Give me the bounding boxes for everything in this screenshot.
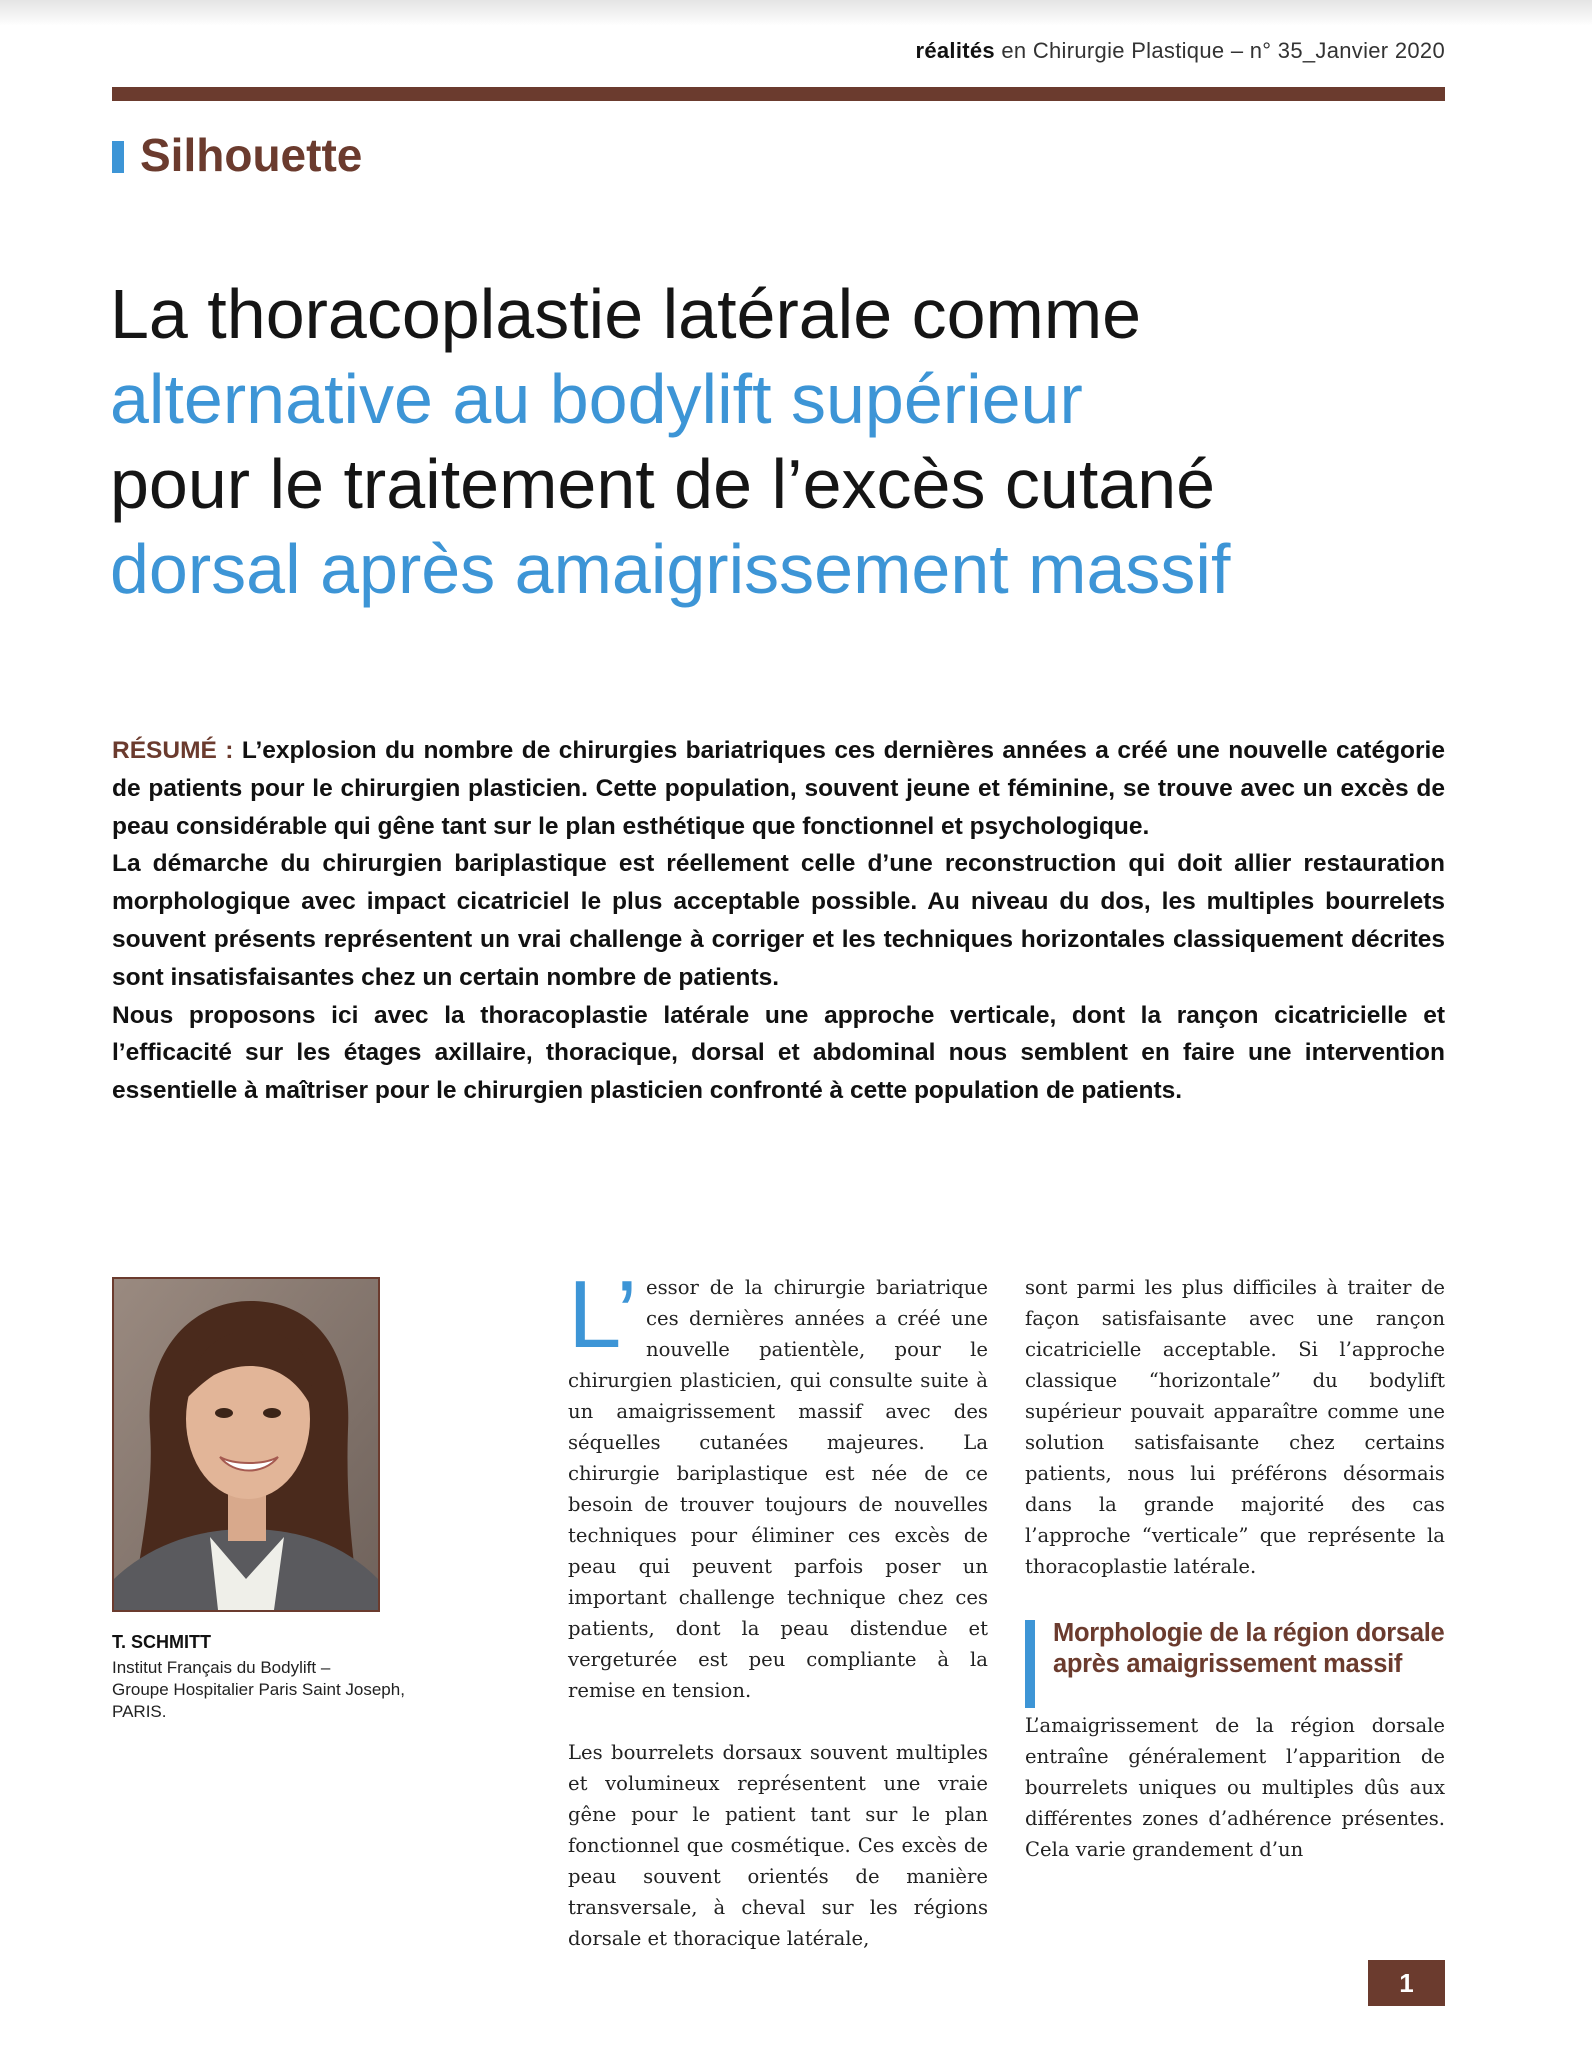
body-paragraph-1: essor de la chirurgie bariatrique ces dernières années a créé une nouvelle patientèle, pour le chirurgien plasticien, qui consulte suite à un amaigrissement massif avec des séquelles cutanées majeures. La chirurgie bariplastique est née de ce besoin de trouver toujours de nouvelles techniques pour éliminer ces excès de peau qui peuvent parfois poser un important challenge technique chez ces patients, dont la peau distendue et vergeturée est peu compliante à la remise en tension. (568, 1276, 988, 1702)
body-paragraph-4: L’amaigrissement de la région dorsale entraîne généralement l’apparition de bourrelets uniques ou multiples dûs aux différentes zones d’adhérence présentes. Cela varie grandement d’un (1025, 1714, 1445, 1861)
title-line-4: dorsal après amaigrissement massif (110, 530, 1231, 608)
affiliation-line-1: Institut Français du Bodylift – (112, 1658, 331, 1677)
section-marker (112, 141, 124, 173)
journal-name: réalités (915, 38, 995, 63)
top-shadow (0, 0, 1592, 26)
body-paragraph-2: Les bourrelets dorsaux souvent multiples et volumineux représentent une vraie gêne pour le patient tant sur le plan fonctionnel que cosmétique. Ces excès de peau souvent orientés de manière transversale, à cheval sur les régions dorsale et thoracique latérale, (568, 1741, 988, 1950)
article-title (110, 272, 1450, 612)
title-line-3: pour le traitement de l’excès cutané (110, 445, 1216, 523)
drop-cap: L’ (568, 1261, 638, 1368)
title-line-2: alternative au bodylift supérieur (110, 360, 1083, 438)
section-label: Silhouette (140, 129, 363, 181)
body-column-1 (568, 1261, 988, 1954)
affiliation-line-2: Groupe Hospitalier Paris Saint Joseph, (112, 1680, 405, 1699)
subheading-text: Morphologie de la région dorsale après amaigrissement massif (1053, 1619, 1445, 1678)
header-rule (112, 87, 1445, 101)
page-number: 1 (1368, 1960, 1445, 2006)
body-paragraph-3: sont parmi les plus difficiles à traiter de façon satisfaisante avec une rançon cicatricielle acceptable. Si l’approche classique “horizontale” du bodylift supérieur pouvait apparaître comme une solution satisfaisante chez certains patients, nous lui préférons désormais dans la grande majorité des cas l’approche “verticale” que représente la thoracoplastie latérale. (1025, 1276, 1445, 1578)
subheading-marker (1025, 1620, 1035, 1708)
author-name: T. SCHMITT (112, 1632, 211, 1652)
abstract (112, 732, 1445, 1110)
affiliation-line-3: PARIS. (112, 1702, 167, 1721)
abstract-text-1: L’explosion du nombre de chirurgies bariatriques ces dernières années a créé une nouvelle catégorie de patients pour le chirurgien plasticien. Cette population, souvent jeune et féminine, se trouve avec un excès de peau considérable qui gêne tant sur le plan esthétique que fonctionnel et psychologique. (112, 737, 1445, 840)
section-subheading (1025, 1618, 1445, 1680)
body-column-2 (1025, 1272, 1445, 1865)
journal-issue: en Chirurgie Plastique – n° 35_Janvier 2020 (994, 38, 1445, 63)
title-line-1: La thoracoplastie latérale comme (110, 275, 1142, 353)
abstract-paragraph-1 (112, 732, 1445, 845)
author-photo (112, 1277, 380, 1612)
abstract-lead: RÉSUMÉ : (112, 737, 234, 764)
author-affiliation (112, 1657, 442, 1723)
abstract-paragraph-2: La démarche du chirurgien bariplastique est réellement celle d’une reconstruction qui doit allier restauration morphologique avec impact cicatriciel le plus acceptable possible. Au niveau du dos, les multiples bourrelets souvent présents représentent un vrai challenge à corriger et les techniques horizontales classiquement décrites sont insatisfaisantes chez un certain nombre de patients. (112, 850, 1445, 991)
running-header (915, 38, 1445, 64)
abstract-paragraph-3: Nous proposons ici avec la thoracoplastie latérale une approche verticale, dont la rançon cicatricielle et l’efficacité sur les étages axillaire, thoracique, dorsal et abdominal nous semblent en faire une intervention essentielle à maîtriser pour le chirurgien plasticien confronté à cette population de patients. (112, 1001, 1445, 1105)
